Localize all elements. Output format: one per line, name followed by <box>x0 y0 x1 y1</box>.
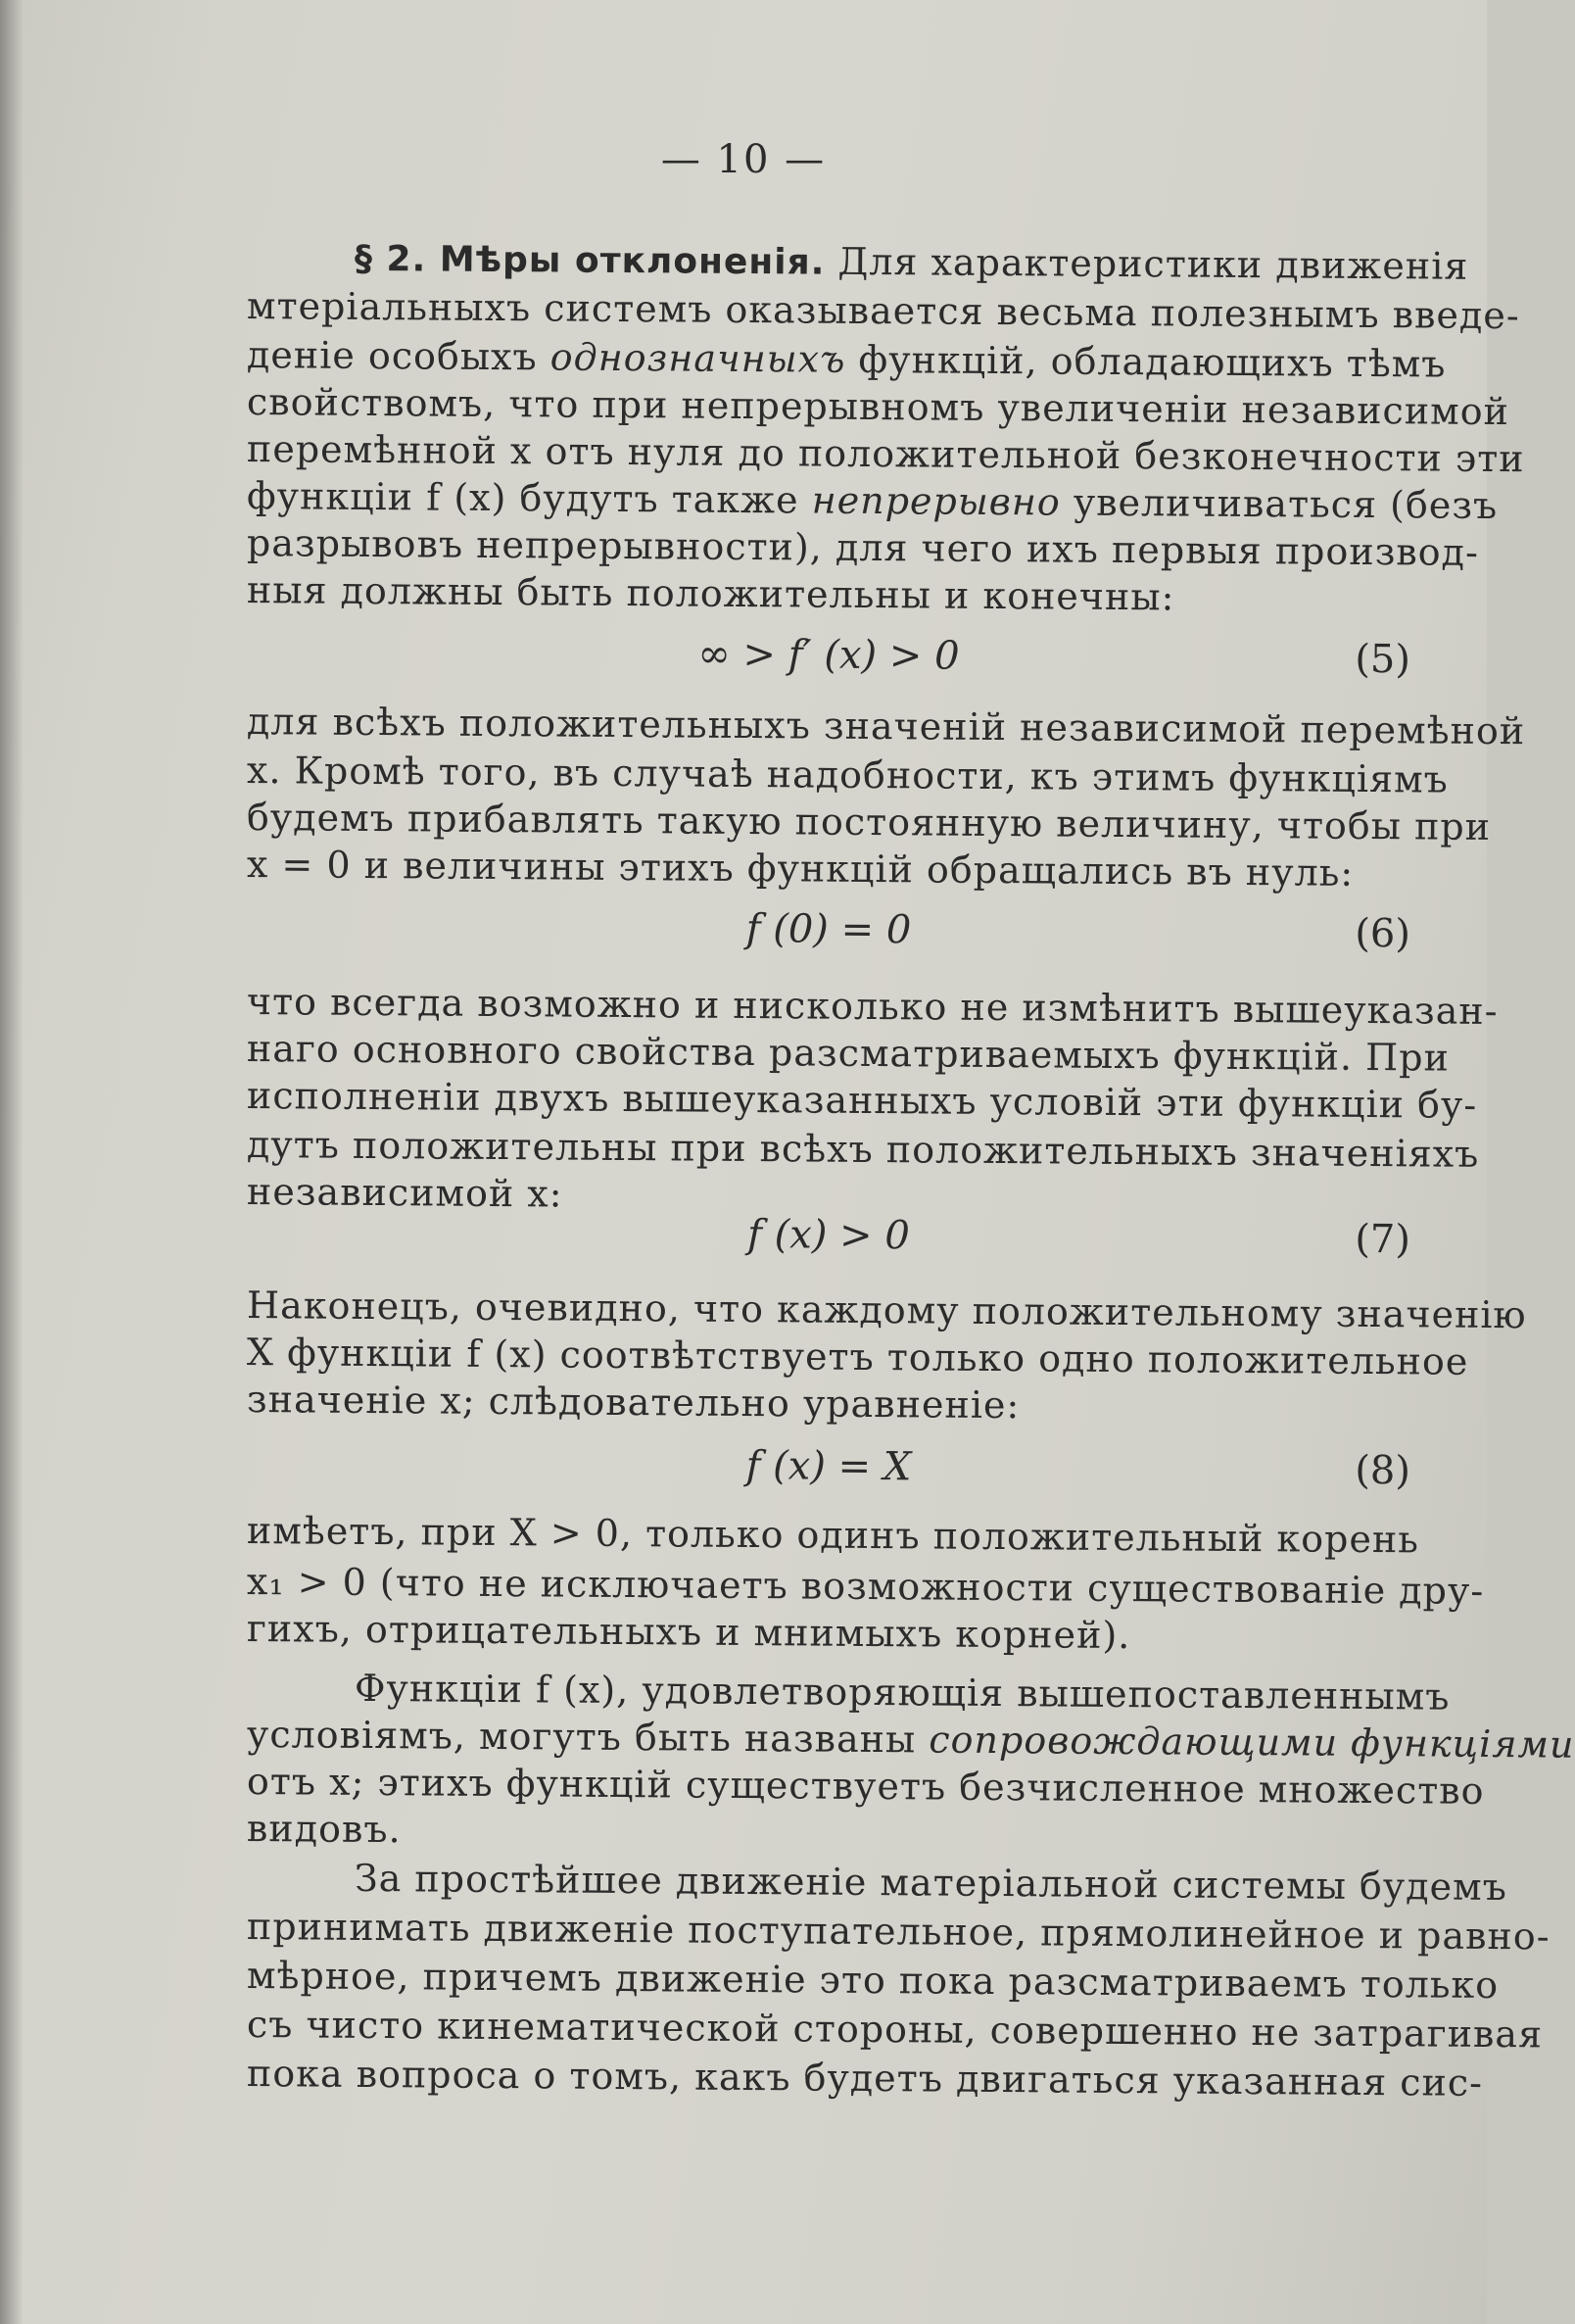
text-line: мѣрное, причемъ движеніе это пока разсматриваемъ только <box>246 1954 1500 2008</box>
text-span: Для характеристики движенія <box>825 239 1469 288</box>
page-number: — 10 — <box>660 137 827 182</box>
text-line: пока вопроса о томъ, какъ будетъ двигаться указанная сис- <box>246 2052 1484 2105</box>
text-line: перемѣнной x отъ нуля до положительной безконечности эти <box>246 427 1525 481</box>
section-heading: § 2. Мѣры отклоненія. <box>354 238 826 283</box>
text-line: видовъ. <box>246 1807 402 1852</box>
text-line: x = 0 и величины этихъ функцій обращались въ нуль: <box>246 843 1355 895</box>
text-line: что всегда возможно и нисколько не измѣнитъ вышеуказан- <box>246 980 1499 1034</box>
text-line: разрывовъ непрерывности), для чего ихъ первыя производ- <box>246 521 1480 574</box>
text-line: съ чисто кинематической стороны, совершенно не затрагивая <box>246 2003 1544 2057</box>
italic-term: сопровождающими функціями <box>929 1718 1575 1767</box>
text-line: x₁ > 0 (что не исключаетъ возможности существованіе дру- <box>246 1560 1485 1613</box>
text-line: исполненіи двухъ вышеуказанныхъ условій эти функціи бу- <box>246 1074 1478 1127</box>
text-line: будемъ прибавлять такую постоянную величину, чтобы при <box>246 796 1492 848</box>
equation-number: (8) <box>1355 1447 1411 1494</box>
text-line: принимать движеніе поступательное, прямолинейное и равно- <box>246 1905 1551 1959</box>
text-span: функцій, обладающихъ тѣмъ <box>845 337 1447 386</box>
text-line: x. Кромѣ того, въ случаѣ надобности, къ этимъ функціямъ <box>246 749 1449 801</box>
text-line: Функціи f (x), удовлетворяющія вышепоставленнымъ <box>354 1666 1451 1719</box>
text-span: функціи f (x) будутъ также <box>246 474 812 522</box>
text-line: За простѣйшее движеніе матеріальной системы будемъ <box>354 1856 1508 1910</box>
text-span: увеличиваться (безъ <box>1060 480 1499 528</box>
formula-expression: f (x) > 0 <box>746 1212 911 1259</box>
text-span: деніе особыхъ <box>246 333 550 379</box>
text-line: свойствомъ, что при непрерывномъ увеличеніи независимой <box>246 380 1510 434</box>
text-span: условіямъ, могутъ быть названы <box>246 1713 930 1762</box>
formula-7 <box>247 1207 1410 1263</box>
text-line: X функціи f (x) соотвѣтствуетъ только одно положительное <box>246 1331 1469 1383</box>
text-line: для всѣхъ положительныхъ значеній независимой перемѣной <box>246 700 1526 753</box>
formula-expression: f (x) = X <box>745 1443 912 1490</box>
text-line: наго основного свойства разсматриваемыхъ функцій. При <box>246 1027 1451 1080</box>
text-line: гихъ, отрицательныхъ и мнимыхъ корней). <box>246 1607 1131 1658</box>
italic-term: однозначныхъ <box>549 335 846 381</box>
text-line: имѣетъ, при X > 0, только одинъ положительный корень <box>246 1509 1420 1562</box>
equation-number: (7) <box>1355 1216 1411 1263</box>
binding-shadow <box>0 0 24 2324</box>
italic-term: непрерывно <box>811 478 1061 524</box>
formula-expression: f (0) = 0 <box>745 906 912 953</box>
text-line: ныя должны быть положительны и конечны: <box>246 568 1175 619</box>
text-line: мтеріальныхъ системъ оказывается весьма полезнымъ введе- <box>246 284 1520 338</box>
equation-number: (5) <box>1355 636 1411 683</box>
formula-6 <box>247 901 1410 957</box>
equation-number: (6) <box>1355 910 1411 957</box>
formula-8 <box>247 1438 1410 1494</box>
text-line: Наконецъ, очевидно, что каждому положительному значенію <box>246 1283 1527 1337</box>
formula-expression: ∞ > f′ (x) > 0 <box>697 631 960 679</box>
text-line: дутъ положительны при всѣхъ положительныхъ значеніяхъ <box>246 1123 1480 1176</box>
text-line: независимой x: <box>246 1170 563 1216</box>
text-line: значеніе x; слѣдовательно уравненіе: <box>246 1378 1021 1428</box>
formula-5 <box>247 627 1410 683</box>
text-line: отъ x; этихъ функцій существуетъ безчисленное множество <box>246 1760 1485 1813</box>
